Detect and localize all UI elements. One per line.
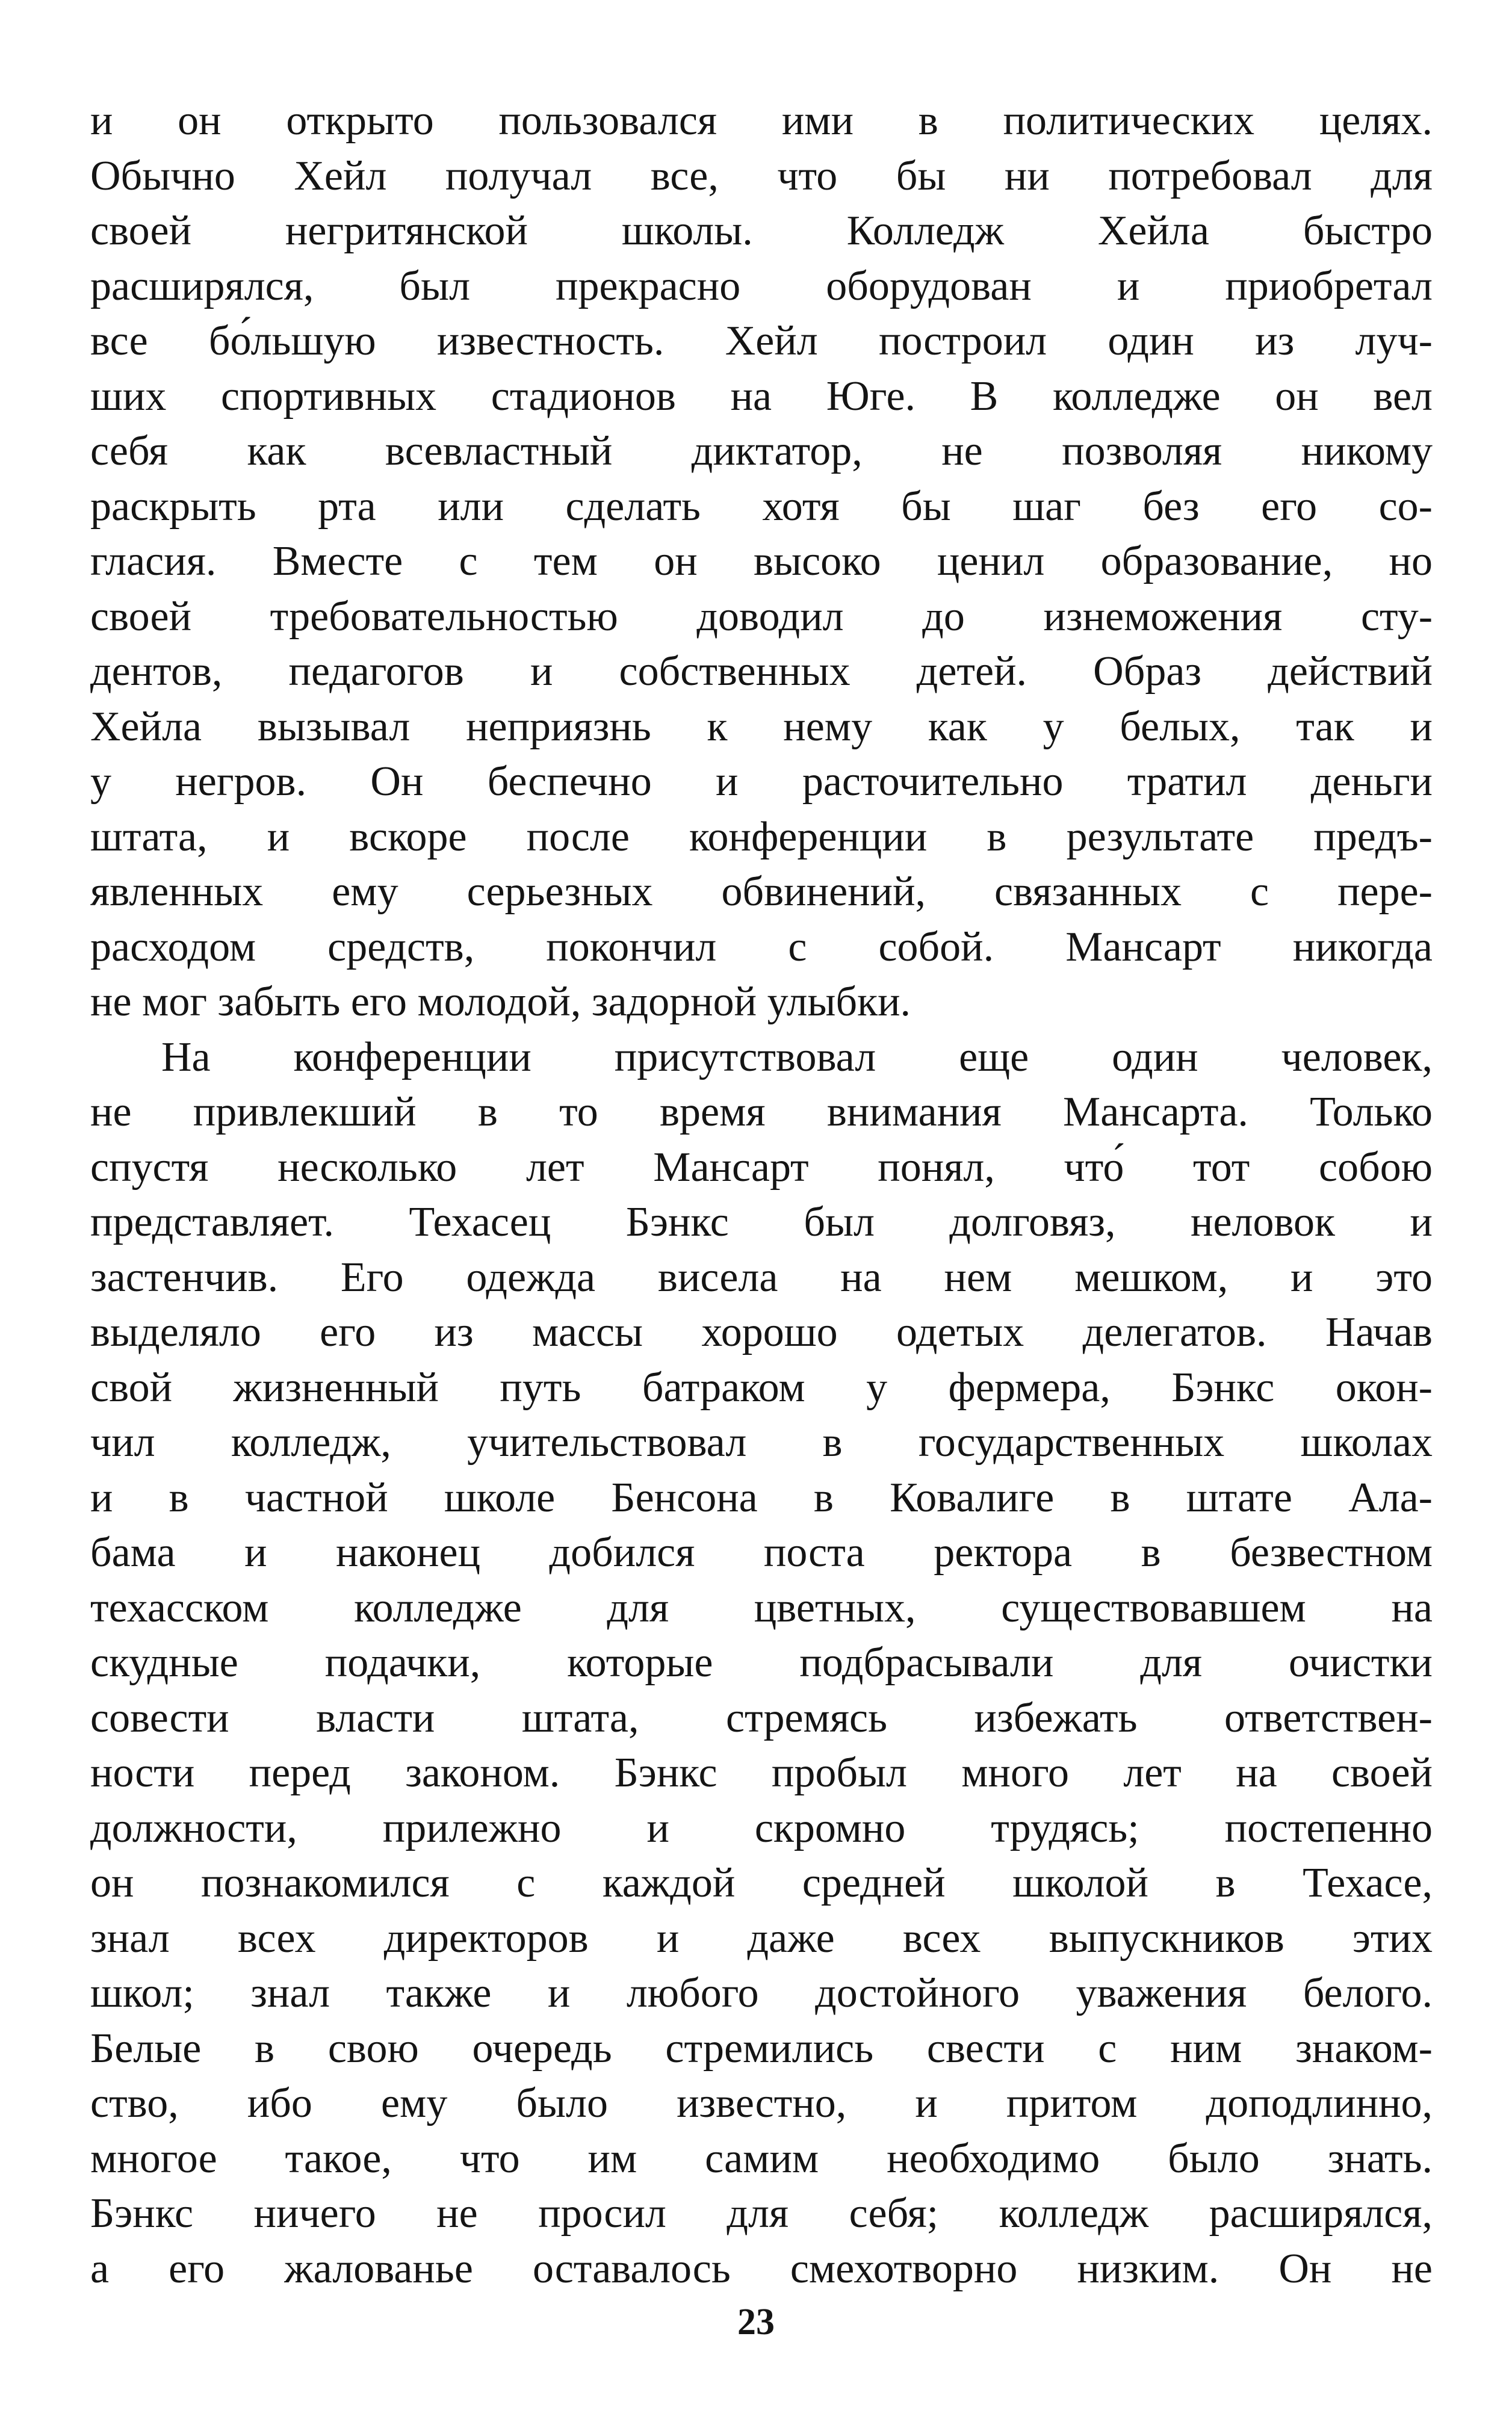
text-line: и в частной школе Бенсона в Ковалиге в штате Ала- [90, 1474, 1433, 1521]
text-line: Белые в свою очередь стремились свести с ним знаком- [90, 2025, 1433, 2072]
text-line: не мог забыть его молодой, задорной улыбки. [90, 979, 911, 1025]
paragraph-1 [90, 93, 1433, 1030]
paragraph-2 [90, 1030, 1433, 2297]
text-line: бама и наконец добился поста ректора в безвестном [90, 1529, 1433, 1576]
text-line: На конференции присутствовал еще один человек, [161, 1033, 1433, 1080]
text-line: представляет. Техасец Бэнкс был долговяз, неловок и [90, 1199, 1433, 1245]
text-line: он познакомился с каждой средней школой в Техасе, [90, 1860, 1433, 1906]
text-line: скудные подачки, которые подбрасывали для очистки [90, 1640, 1433, 1686]
text-line: совести власти штата, стремясь избежать ответствен- [90, 1694, 1433, 1741]
text-line: дентов, педагогов и собственных детей. Образ действий [90, 648, 1433, 695]
text-line: техасском колледже для цветных, существовавшем на [90, 1584, 1433, 1631]
text-line: гласия. Вместе с тем он высоко ценил образование, но [90, 538, 1433, 584]
text-line: многое такое, что им самим необходимо было знать. [90, 2135, 1433, 2182]
text-line: Бэнкс ничего не просил для себя; колледж расширялся, [90, 2190, 1433, 2237]
body-text [90, 93, 1433, 2296]
text-line: штата, и вскоре после конференции в результате предъ- [90, 813, 1433, 860]
text-line: у негров. Он беспечно и расточительно тратил деньги [90, 758, 1433, 805]
text-line: чил колледж, учительствовал в государственных школах [90, 1419, 1433, 1466]
text-line: своей требовательностью доводил до изнеможения сту- [90, 593, 1433, 640]
text-line: знал всех директоров и даже всех выпускников этих [90, 1915, 1433, 1962]
text-line: должности, прилежно и скромно трудясь; постепенно [90, 1804, 1433, 1851]
text-line: Обычно Хейл получал все, что бы ни потребовал для [90, 152, 1433, 199]
text-line: явленных ему серьезных обвинений, связанных с пере- [90, 869, 1433, 915]
text-line: Хейла вызывал неприязнь к нему как у белых, так и [90, 703, 1433, 750]
text-line: ство, ибо ему было известно, и притом доподлинно, [90, 2080, 1433, 2126]
text-line: себя как всевластный диктатор, не позволяя никому [90, 428, 1433, 474]
page-number: 23 [737, 2302, 775, 2343]
text-line: расходом средств, покончил с собой. Мансарт никогда [90, 923, 1433, 970]
text-line: спустя несколько лет Мансарт понял, что́ тот собою [90, 1144, 1433, 1191]
text-line: все бо́льшую известность. Хейл построил один из луч- [90, 318, 1433, 364]
text-line: раскрыть рта или сделать хотя бы шаг без его со- [90, 483, 1433, 530]
text-line: свой жизненный путь батраком у фермера, Бэнкс окон- [90, 1364, 1433, 1411]
text-line: а его жалованье оставалось смехотворно низким. Он не [90, 2245, 1433, 2292]
text-line: не привлекший в то время внимания Мансарта. Только [90, 1089, 1433, 1135]
text-line: и он открыто пользовался ими в политических целях. [90, 98, 1433, 144]
text-line: выделяло его из массы хорошо одетых делегатов. Начав [90, 1309, 1433, 1355]
text-line: школ; знал также и любого достойного уважения белого. [90, 1970, 1433, 2016]
text-line: расширялся, был прекрасно оборудован и приобретал [90, 262, 1433, 309]
text-line: своей негритянской школы. Колледж Хейла быстро [90, 208, 1433, 254]
text-line: ших спортивных стадионов на Юге. В колледже он вел [90, 373, 1433, 420]
text-line: застенчив. Его одежда висела на нем мешком, и это [90, 1254, 1433, 1301]
text-line: ности перед законом. Бэнкс пробыл много лет на своей [90, 1750, 1433, 1796]
